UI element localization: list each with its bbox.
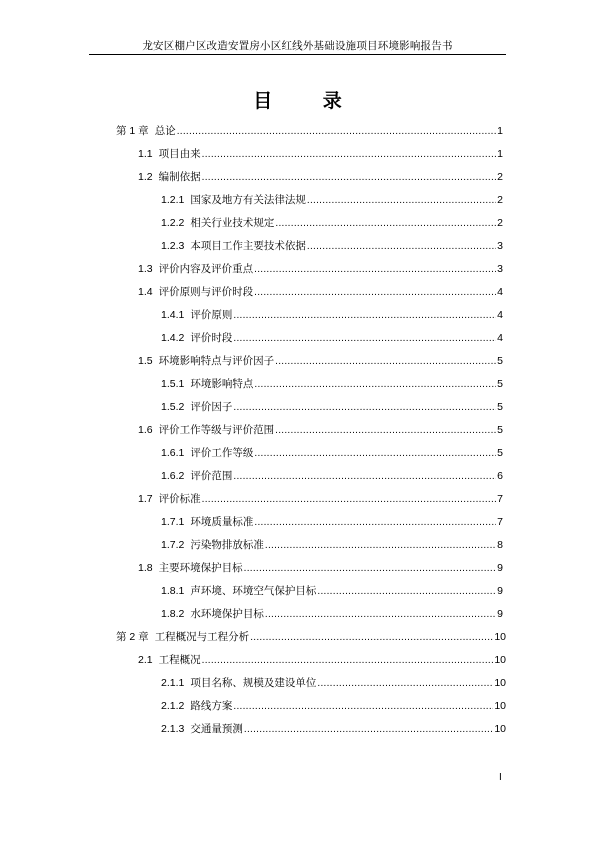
toc-entry-title: 编制依据 [158,171,201,183]
toc-entry-title: 评价因子 [190,401,233,413]
toc-dot-leader [254,373,496,396]
toc-entry-number: 1.2.3 [161,240,185,252]
toc-entry[interactable] [138,557,503,580]
toc-dot-leader [244,557,497,580]
toc-entry[interactable] [161,511,503,534]
toc-entry-title: 项目名称、规模及建设单位 [190,677,317,689]
toc-entry-number: 1.8.1 [161,585,185,597]
toc-entry[interactable] [138,143,503,166]
toc-entry[interactable] [161,304,503,327]
toc-entry[interactable] [138,649,506,672]
toc-dot-leader [254,258,496,281]
toc-entry-title: 水环境保护目标 [190,608,264,620]
toc-entry-number: 1.4 [138,286,153,298]
toc-dot-leader [275,350,496,373]
toc-entry-title: 评价范围 [190,470,233,482]
toc-entry-page: 3 [497,240,503,252]
toc-dot-leader [317,580,496,603]
toc-entry-title: 环境影响特点与评价因子 [158,355,275,367]
toc-entry-page: 9 [497,608,503,620]
toc-dot-leader [275,419,496,442]
toc-entry-number: 1.5.1 [161,378,185,390]
toc-entry-page: 1 [497,125,503,137]
toc-entry-page: 10 [494,677,506,689]
toc-dot-leader [244,718,493,741]
page-title: 目 录 [253,90,364,112]
toc-entry[interactable] [161,212,503,235]
toc-entry-number: 1.7.1 [161,516,185,528]
toc-dot-leader [202,166,497,189]
toc-dot-leader [233,304,496,327]
toc-entry-title: 路线方案 [190,700,233,712]
toc-entry-number: 1.5.2 [161,401,185,413]
toc-entry-number: 2.1.2 [161,700,185,712]
toc-entry-page: 9 [497,562,503,574]
toc-entry[interactable] [161,534,503,557]
toc-dot-leader [254,442,496,465]
toc-entry-page: 5 [497,401,503,413]
toc-entry-number: 1.6 [138,424,153,436]
toc-entry[interactable] [138,166,503,189]
toc-dot-leader [307,235,496,258]
toc-dot-leader [233,465,496,488]
toc-dot-leader [317,672,493,695]
toc-entry-page: 10 [494,631,506,643]
toc-entry[interactable] [161,442,503,465]
toc-entry-title: 评价时段 [190,332,233,344]
toc-entry[interactable] [161,718,506,741]
toc-dot-leader [233,695,493,718]
toc-entry[interactable] [161,189,503,212]
toc-dot-leader [202,649,494,672]
toc-entry[interactable] [138,281,503,304]
toc-entry-number: 1.8 [138,562,153,574]
toc-entry-page: 7 [497,516,503,528]
toc-dot-leader [202,143,497,166]
toc-dot-leader [265,603,496,626]
toc-entry[interactable] [138,488,503,511]
toc-entry-page: 4 [497,309,503,321]
toc-entry[interactable] [161,396,503,419]
toc-entry-title: 交通量预测 [190,723,243,735]
table-of-contents [0,120,595,741]
toc-dot-leader [275,212,496,235]
toc-entry-number: 1.2 [138,171,153,183]
toc-entry-title: 相关行业技术规定 [190,217,275,229]
toc-entry-number: 第 2 章 [116,631,149,643]
toc-entry-title: 本项目工作主要技术依据 [190,240,306,252]
toc-entry-page: 1 [497,148,503,160]
toc-entry-page: 8 [497,539,503,551]
toc-entry-title: 环境影响特点 [190,378,254,390]
toc-entry[interactable] [116,120,503,143]
toc-entry-number: 2.1.1 [161,677,185,689]
toc-entry-page: 2 [497,217,503,229]
toc-entry-title: 工程概况 [158,654,201,666]
toc-entry-number: 1.2.2 [161,217,185,229]
toc-entry-number: 1.6.1 [161,447,185,459]
toc-entry-number: 2.1 [138,654,153,666]
toc-entry[interactable] [161,695,506,718]
toc-entry-page: 5 [497,355,503,367]
toc-entry-number: 1.5 [138,355,153,367]
toc-entry[interactable] [161,373,503,396]
toc-entry-number: 1.6.2 [161,470,185,482]
toc-entry-title: 工程概况与工程分析 [154,631,250,643]
toc-entry-page: 4 [497,332,503,344]
toc-entry-number: 2.1.3 [161,723,185,735]
toc-entry-page: 7 [497,493,503,505]
toc-dot-leader [233,396,496,419]
toc-entry-title: 评价原则 [190,309,233,321]
toc-dot-leader [254,511,496,534]
toc-dot-leader [307,189,496,212]
toc-entry-page: 3 [497,263,503,275]
toc-entry-number: 1.4.2 [161,332,185,344]
toc-entry-page: 2 [497,194,503,206]
toc-entry-title: 主要环境保护目标 [158,562,243,574]
toc-dot-leader [233,327,496,350]
toc-entry-number: 1.3 [138,263,153,275]
toc-dot-leader [250,626,493,649]
toc-entry[interactable] [138,258,503,281]
toc-entry-page: 5 [497,378,503,390]
toc-dot-leader [202,488,497,511]
toc-entry-title: 环境质量标准 [190,516,254,528]
toc-entry-title: 国家及地方有关法律法规 [190,194,306,206]
toc-dot-leader [254,281,496,304]
toc-entry-title: 评价原则与评价时段 [158,286,254,298]
toc-entry-title: 总论 [154,125,176,137]
toc-entry-number: 1.2.1 [161,194,185,206]
toc-entry[interactable] [161,580,503,603]
toc-entry[interactable] [161,235,503,258]
toc-dot-leader [265,534,496,557]
toc-entry[interactable] [116,626,506,649]
toc-entry-number: 1.4.1 [161,309,185,321]
toc-entry-page: 2 [497,171,503,183]
toc-entry-page: 10 [494,700,506,712]
toc-entry-title: 污染物排放标准 [190,539,264,551]
toc-entry-number: 1.7 [138,493,153,505]
header-rule [89,54,506,55]
toc-entry[interactable] [161,603,503,626]
toc-entry-title: 评价工作等级 [190,447,254,459]
toc-entry-page: 10 [494,723,506,735]
toc-entry-page: 6 [497,470,503,482]
toc-entry-number: 1.8.2 [161,608,185,620]
toc-entry[interactable] [161,672,506,695]
toc-entry-number: 第 1 章 [116,125,149,137]
toc-entry-title: 声环境、环境空气保护目标 [190,585,317,597]
toc-entry-page: 5 [497,424,503,436]
toc-entry[interactable] [138,419,503,442]
toc-entry-page: 10 [494,654,506,666]
toc-entry-title: 评价工作等级与评价范围 [158,424,275,436]
toc-entry-number: 1.7.2 [161,539,185,551]
toc-entry[interactable] [161,327,503,350]
footer-page-number: I [499,772,502,783]
toc-entry[interactable] [138,350,503,373]
toc-entry-number: 1.1 [138,148,153,160]
toc-entry-page: 4 [497,286,503,298]
toc-entry-page: 9 [497,585,503,597]
toc-entry[interactable] [161,465,503,488]
toc-entry-title: 评价内容及评价重点 [158,263,254,275]
toc-entry-page: 5 [497,447,503,459]
toc-entry-title: 项目由来 [158,148,201,160]
toc-entry-title: 评价标准 [158,493,201,505]
toc-dot-leader [177,120,496,143]
running-header: 龙安区棚户区改造安置房小区红线外基础设施项目环境影响报告书 [142,40,453,52]
